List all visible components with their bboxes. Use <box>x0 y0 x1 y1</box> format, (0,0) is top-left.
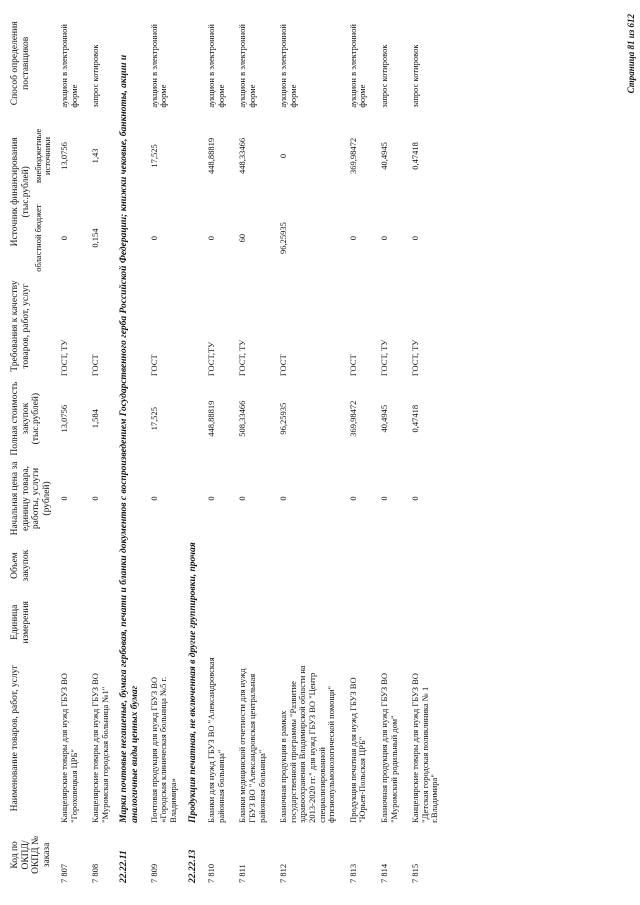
row-volume <box>232 538 273 594</box>
row-funding-regional: 0 <box>379 235 390 241</box>
row-price: 0 <box>148 496 159 501</box>
row-code: 7 810 <box>206 863 217 883</box>
row-unit <box>273 593 343 651</box>
row-price: 0 <box>379 496 390 501</box>
row-funding-offbudget: 0 <box>278 153 289 159</box>
row-funding-regional: 60 <box>237 233 248 243</box>
row-unit <box>405 593 446 651</box>
row-funding-offbudget: 448,88819 <box>206 137 217 175</box>
table-row <box>54 17 85 885</box>
row-price: 0 <box>347 496 358 501</box>
row-name: Канцелярские товары для нужд ГБУЗ ВО "Детская городская поликлиника № 1 г.Владимира" <box>410 673 440 823</box>
row-method: аукцион в электронной форме <box>278 24 298 108</box>
row-price: 0 <box>90 496 101 501</box>
row-price: 0 <box>206 496 217 501</box>
row-name: Бланочная продукция в рамках государственной программы "Развитие здравоохранения Владимирской области на 2013-2020 гг." для нужд ГБУЗ ВО "Центр специализированной фтизиопульмонологической помощи" <box>278 665 337 823</box>
row-funding-regional: 0,154 <box>90 228 101 248</box>
header-funding-regional: областной бюджет <box>32 204 43 272</box>
row-name: Канцелярские товары для нужд ГБУЗ ВО "Гороховецкая ЦРБ" <box>58 673 79 823</box>
row-total: 448,88819 <box>206 400 217 437</box>
row-method: аукцион в электронной форме <box>237 24 258 108</box>
row-requirements: ГОСТ,ТУ <box>206 341 217 377</box>
header-unit: Единица измерения <box>10 601 31 644</box>
row-funding-regional: 0 <box>206 235 217 241</box>
row-total: 17,525 <box>148 406 159 431</box>
row-funding-regional: 96,25935 <box>278 222 289 255</box>
row-unit <box>201 593 232 651</box>
row-total: 508,33466 <box>237 400 248 437</box>
section-code: 22.22.11 <box>119 850 130 883</box>
row-requirements: ГОСТ, ТУ <box>410 339 421 377</box>
row-price: 0 <box>410 496 421 501</box>
row-volume <box>374 538 405 594</box>
row-requirements: ГОСТ, ТУ <box>379 339 390 377</box>
table-row <box>273 17 343 885</box>
row-funding-regional: 0 <box>148 235 159 241</box>
table-row <box>374 17 405 885</box>
row-funding-offbudget: 17,525 <box>148 144 159 168</box>
row-total: 1,584 <box>90 409 101 429</box>
header-requirements: Требования к качеству товаров, работ, услуг <box>10 280 31 372</box>
row-funding-offbudget: 13,0756 <box>58 142 69 170</box>
section-title: Продукция печатная, не включенная в другие группировки, прочая <box>187 542 198 823</box>
row-method: аукцион в электронной форме <box>148 24 169 108</box>
row-name: Бланки для нужд ГБУЗ ВО "Александровская районная больница" <box>206 657 226 823</box>
row-code: 7 814 <box>379 863 390 883</box>
row-funding-offbudget: 0,47418 <box>410 142 421 170</box>
header-volume: Объем закупок <box>10 549 31 582</box>
row-price: 0 <box>58 496 69 501</box>
row-funding-regional: 0 <box>410 235 421 241</box>
row-name: Канцелярские товары для нужд ГБУЗ ВО "Муромская городская больница №1" <box>90 673 110 823</box>
procurement-table <box>6 17 446 885</box>
row-code: 7 813 <box>347 863 358 883</box>
table-row <box>85 17 116 885</box>
row-total: 369,98472 <box>347 400 358 437</box>
row-code: 7 808 <box>90 863 101 883</box>
row-volume <box>405 538 446 594</box>
table-row <box>201 17 232 885</box>
header-name: Наименование товаров, работ, услуг <box>10 664 20 812</box>
table-row <box>232 17 273 885</box>
row-name: Продукция печатная для нужд ГБУЗ ВО "Юрьев-Польская ЦРБ" <box>347 677 368 823</box>
row-name: Бланки медицинской отчетности для нужд ГБУЗ ВО "Александровская центральная районная больница" <box>237 668 267 823</box>
row-volume <box>54 538 85 594</box>
table-body <box>54 17 446 885</box>
table-row <box>343 17 374 885</box>
row-funding-offbudget: 40,4945 <box>379 142 390 170</box>
row-volume <box>144 538 185 594</box>
row-name: Почтовая продукция для нужд ГБУЗ ВО «Городская клиническая больница №5 г. Владимира» <box>148 676 178 823</box>
row-method: запрос котировок <box>379 44 390 108</box>
row-requirements: ГОСТ <box>148 354 159 377</box>
row-price: 0 <box>278 496 289 501</box>
row-code: 7 812 <box>278 863 289 883</box>
row-method: аукцион в электронной форме <box>58 24 79 108</box>
row-method: аукцион в электронной форме <box>347 24 368 108</box>
row-requirements: ГОСТ, ТУ <box>58 339 69 377</box>
row-unit <box>85 593 116 651</box>
row-code: 7 811 <box>237 864 248 883</box>
row-unit <box>144 593 185 651</box>
row-code: 7 807 <box>58 863 69 883</box>
row-unit <box>343 593 374 651</box>
row-requirements: ГОСТ <box>347 354 358 377</box>
row-funding-regional: 0 <box>58 235 69 241</box>
section-row <box>116 17 143 885</box>
page-number: Страница 81 из 612 <box>626 14 636 94</box>
section-row <box>185 17 202 885</box>
row-code: 7 809 <box>148 863 159 883</box>
table-row <box>405 17 446 885</box>
section-title: Марки почтовые негашеные, бумага гербовая, печати и бланки документов с воспроизведением Государственного герба Российской Федерации; книжки чековые, банкноты, акции и аналогичные виды ценных бумаг <box>119 54 141 823</box>
row-volume <box>85 538 116 594</box>
row-name: Бланочная продукция для нужд ГБУЗ ВО "Муромский родильный дом" <box>379 672 399 823</box>
table-row <box>144 17 185 885</box>
row-total: 13,0756 <box>58 404 69 433</box>
row-funding-offbudget: 448,33466 <box>237 137 248 175</box>
row-method: запрос котировок <box>410 44 421 108</box>
row-price: 0 <box>237 496 248 501</box>
row-total: 96,25935 <box>278 402 289 435</box>
row-method: запрос котировок <box>90 44 101 108</box>
header-method: Способ определения поставщиков <box>10 21 31 106</box>
row-requirements: ГОСТ, ТУ <box>237 339 248 377</box>
header-funding: Источник финансирования (тыс.рублей) <box>10 137 31 247</box>
header-code: Код по ОКПД/ ОКПД № заказа <box>10 835 53 874</box>
row-funding-regional: 0 <box>347 235 358 241</box>
row-requirements: ГОСТ <box>278 354 289 377</box>
row-volume <box>273 538 343 594</box>
row-funding-offbudget: 369,98472 <box>347 137 358 175</box>
header-total: Полная стоимость закупок (тыс.рублей) <box>10 381 42 456</box>
row-unit <box>232 593 273 651</box>
header-unit-price: Начальная цена за единицу товара, работы, услуги (рублей) <box>10 461 53 536</box>
row-funding-offbudget: 1,43 <box>90 148 101 164</box>
row-total: 0,47418 <box>410 404 421 433</box>
header-funding-offbudget: внебюджетные источники <box>32 128 53 184</box>
section-code: 22.22.13 <box>187 849 198 883</box>
row-total: 40,4945 <box>379 404 390 433</box>
row-unit <box>374 593 405 651</box>
row-volume <box>201 538 232 594</box>
row-volume <box>343 538 374 594</box>
row-unit <box>54 593 85 651</box>
row-code: 7 815 <box>410 863 421 883</box>
row-method: аукцион в электронной форме <box>206 24 226 108</box>
row-requirements: ГОСТ <box>90 354 101 377</box>
